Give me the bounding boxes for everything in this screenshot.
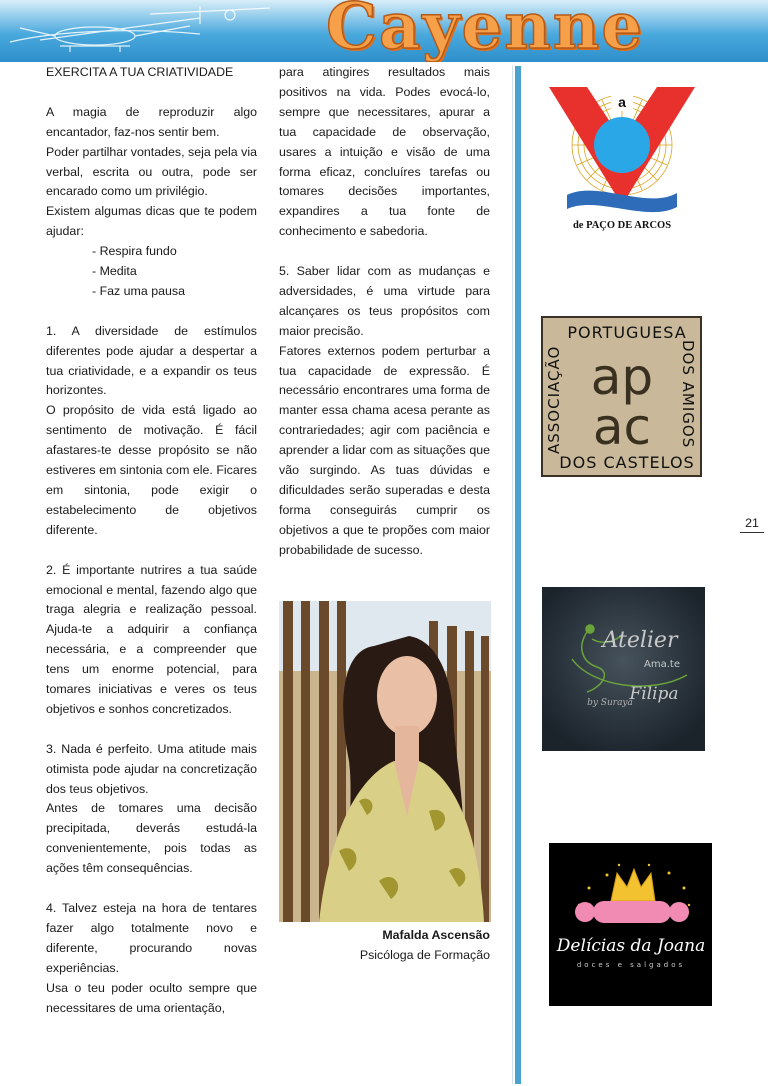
logo-amigos-dos-castelos	[541, 316, 702, 477]
paco-caption: de PAÇO DE ARCOS	[572, 220, 672, 231]
atelier-line2: Ama.te	[644, 659, 680, 670]
tip-item: - Medita	[92, 264, 137, 279]
paragraph: A magia de reproduzir algo encantador, faz-nos sentir bem.	[46, 104, 257, 139]
castelos-monogram-top: ap	[590, 348, 654, 406]
paragraph: 3. Nada é perfeito. Uma atitude mais otimista pode ajudar na concretização dos teus objetivos.	[46, 741, 257, 796]
castelos-bottom-text: DOS CASTELOS	[559, 453, 695, 472]
paragraph: 5. Saber lidar com as mudanças e adversidades, é uma virtude para alcançares os teus propósitos com maior precisão.	[279, 264, 490, 338]
paragraph: Existem algumas dicas que te podem ajudar:	[46, 204, 257, 239]
paragraph: 1. A diversidade de estímulos diferentes pode ajudar a despertar a tua criatividade, e a expandir os teus horizontes.	[46, 323, 257, 398]
castelos-top-text: PORTUGUESA	[567, 323, 687, 342]
article-title: EXERCITA A TUA CRIATIVIDADE	[46, 65, 234, 79]
paco-badge: a	[618, 94, 626, 110]
castelos-left-text: ASSOCIAÇÃO	[545, 345, 563, 454]
paragraph: para atingires resultados mais positivos na vida. Podes evocá-lo, sempre que necessitares, apurar a tua capacidade de observação, usares a intuição e visão de uma forma eficaz, concluíres tarefas ou tomares decisões importantes, expandires a tua fonte de conhecimento e sabedoria.	[279, 65, 490, 239]
column-divider-shadow	[512, 66, 513, 1084]
header-banner	[0, 0, 768, 62]
atelier-line3: by Suraya	[587, 698, 633, 708]
logo-paco-de-arcos	[547, 85, 697, 235]
article-column-2	[279, 63, 490, 561]
tip-item: - Respira fundo	[92, 244, 177, 259]
column-divider	[515, 66, 521, 1084]
paragraph: Poder partilhar vontades, seja pela via verbal, escrita ou outra, pode ser encarado como um privilégio.	[46, 144, 257, 199]
logo-atelier-amate	[542, 587, 705, 751]
logo-delicias-da-joana	[549, 843, 712, 1006]
author-name: Mafalda Ascensão	[382, 928, 490, 942]
article-column-1	[46, 63, 257, 1018]
delicias-subtitle: doces e salgados	[576, 961, 686, 969]
paragraph: Fatores externos podem perturbar a tua capacidade de expressão. É necessário encontrares uma forma de manter essa chama acesa perante as contrariedades; agir com paciência e aprender a lidar com as situações que vão surgindo. As tuas dúvidas e dificuldades serão superadas e desta forma conseguirás cumprir os objetivos a que te propões com maior probabilidade de sucesso.	[279, 343, 490, 557]
delicias-title: Delícias da Joana	[556, 936, 706, 956]
paragraph: 2. É importante nutrires a tua saúde emocional e mental, fazendo algo que traga alegria e realização pessoal. Ajuda-te a adquirir a confiança necessária, e a compreender que tens um enorme potencial, para tomares iniciativas e veres os teus objetivos e sonhos concretizados.	[46, 562, 257, 716]
page-number: 21	[740, 514, 764, 533]
paragraph: 4. Talvez esteja na hora de tentares fazer algo totalmente novo e diferente, procurando novas experiências.	[46, 900, 257, 975]
paragraph: Antes de tomares uma decisão precipitada, deverás estudá-la convenientemente, pois todas as ações têm consequências.	[46, 801, 257, 876]
castelos-monogram-bottom: ac	[592, 398, 652, 456]
atelier-line1: Atelier	[602, 628, 678, 653]
atelier-line4: Filipa	[629, 684, 679, 704]
castelos-right-text: DOS AMIGOS	[679, 340, 697, 449]
author-photo	[279, 601, 491, 922]
paragraph: O propósito de vida está ligado ao sentimento de motivação. É fácil afastares-te desse propósito se não estiveres em sintonia com ele. Ficares em sintonia, pode exigir o estabelecimento de objetivos diferente.	[46, 403, 257, 537]
author-role: Psicóloga de Formação	[359, 948, 490, 962]
masthead-title: Cayenne	[325, 0, 645, 62]
tip-item: - Faz uma pausa	[92, 283, 185, 298]
paragraph: Usa o teu poder oculto sempre que necessitares de uma orientação,	[46, 980, 257, 1015]
